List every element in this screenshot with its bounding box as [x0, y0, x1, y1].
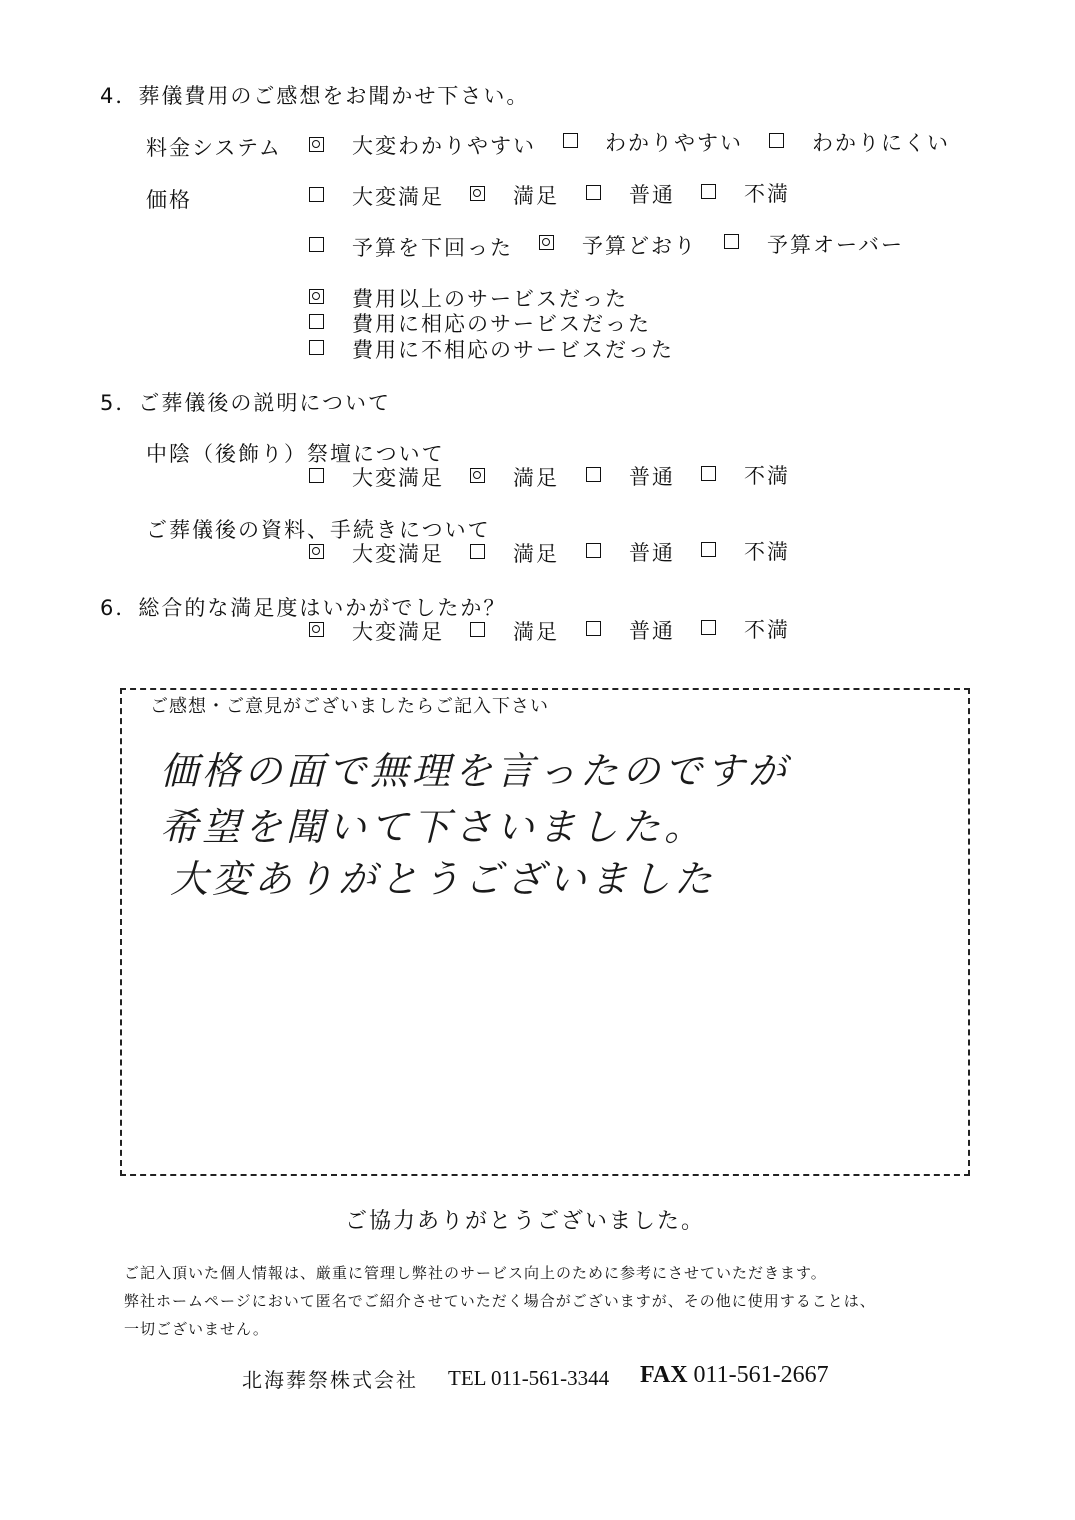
- checkbox-altar-3[interactable]: [701, 466, 716, 481]
- fax-label: FAX: [640, 1362, 688, 1388]
- comment-line-2: 希望を聞いて下さいました。: [160, 805, 707, 849]
- option-altar-2: 普通: [629, 465, 675, 489]
- option-price-sat-3: 不満: [744, 182, 790, 206]
- option-price-sat-1: 満足: [513, 184, 559, 208]
- checkbox-price-sat-1[interactable]: [470, 186, 485, 201]
- checkbox-documents-0[interactable]: [309, 544, 324, 559]
- checkbox-budget-0[interactable]: [309, 237, 324, 252]
- tel-label: TEL: [448, 1366, 486, 1390]
- checkbox-budget-2[interactable]: [724, 234, 739, 249]
- price-label: 価格: [146, 188, 192, 212]
- option-documents-2: 普通: [629, 541, 675, 565]
- comment-label: ご感想・ご意見がございましたらご記入下さい: [146, 692, 553, 718]
- privacy-note-line-3: 一切ございません。: [124, 1320, 269, 1338]
- q5-title: 5．ご葬儀後の説明について: [100, 391, 391, 415]
- option-overall-0: 大変満足: [352, 620, 444, 644]
- option-budget-1: 予算どおり: [582, 234, 697, 258]
- fax-block: [640, 1362, 829, 1389]
- documents-label: ご葬儀後の資料、手続きについて: [146, 518, 491, 542]
- checkbox-documents-3[interactable]: [701, 542, 716, 557]
- checkbox-value-2[interactable]: [309, 340, 324, 355]
- checkbox-price-sat-2[interactable]: [586, 185, 601, 200]
- option-pricing-0: 大変わかりやすい: [352, 134, 536, 158]
- q4-title: 4．葬儀費用のご感想をお聞かせ下さい。: [100, 84, 530, 108]
- checkbox-pricing-1[interactable]: [563, 133, 578, 148]
- thanks-message: ご協力ありがとうございました。: [345, 1209, 706, 1234]
- checkbox-overall-2[interactable]: [586, 621, 601, 636]
- option-pricing-1: わかりやすい: [605, 131, 743, 155]
- option-value-2: 費用に不相応のサービスだった: [352, 338, 674, 362]
- privacy-note-line-2: 弊社ホームページにおいて匿名でご紹介させていただく場合がございますが、その他に使用することは、: [124, 1292, 876, 1310]
- option-budget-0: 予算を下回った: [352, 236, 513, 260]
- tel-number: 011-561-3344: [490, 1366, 610, 1390]
- altar-label: 中陰（後飾り）祭壇について: [146, 442, 445, 466]
- checkbox-altar-2[interactable]: [586, 467, 601, 482]
- pricing-system-label: 料金システム: [146, 136, 282, 160]
- option-altar-0: 大変満足: [352, 466, 444, 490]
- option-overall-1: 満足: [513, 620, 559, 644]
- checkbox-value-1[interactable]: [309, 314, 324, 329]
- checkbox-budget-1[interactable]: [539, 235, 554, 250]
- checkbox-overall-3[interactable]: [701, 620, 716, 635]
- option-documents-1: 満足: [513, 542, 559, 566]
- option-pricing-2: わかりにくい: [812, 131, 950, 155]
- option-overall-2: 普通: [629, 619, 675, 643]
- option-value-0: 費用以上のサービスだった: [352, 287, 628, 311]
- checkbox-value-0[interactable]: [309, 289, 324, 304]
- checkbox-overall-1[interactable]: [470, 622, 485, 637]
- fax-number: 011-561-2667: [693, 1362, 829, 1388]
- option-documents-3: 不満: [744, 540, 790, 564]
- checkbox-pricing-0[interactable]: [309, 137, 324, 152]
- comment-line-1: 価格の面で無理を言ったのですが: [160, 749, 791, 793]
- option-price-sat-0: 大変満足: [352, 185, 444, 209]
- q6-title: 6．総合的な満足度はいかがでしたか？: [100, 596, 507, 620]
- checkbox-documents-1[interactable]: [470, 544, 485, 559]
- tel-block: [448, 1366, 609, 1391]
- option-value-1: 費用に相応のサービスだった: [352, 312, 651, 336]
- checkbox-pricing-2[interactable]: [769, 133, 784, 148]
- checkbox-price-sat-0[interactable]: [309, 187, 324, 202]
- checkbox-altar-1[interactable]: [470, 468, 485, 483]
- option-overall-3: 不満: [744, 618, 790, 642]
- company-name: 北海葬祭株式会社: [242, 1368, 418, 1392]
- option-price-sat-2: 普通: [629, 183, 675, 207]
- checkbox-price-sat-3[interactable]: [701, 184, 716, 199]
- option-budget-2: 予算オーバー: [767, 233, 904, 257]
- checkbox-overall-0[interactable]: [309, 622, 324, 637]
- option-documents-0: 大変満足: [352, 542, 444, 566]
- checkbox-altar-0[interactable]: [309, 468, 324, 483]
- option-altar-1: 満足: [513, 466, 559, 490]
- privacy-note-line-1: ご記入頂いた個人情報は、厳重に管理し弊社のサービス向上のために参考にさせていただきます。: [124, 1264, 827, 1282]
- checkbox-documents-2[interactable]: [586, 543, 601, 558]
- option-altar-3: 不満: [744, 464, 790, 488]
- comment-line-3: 大変ありがとうございました: [170, 857, 717, 901]
